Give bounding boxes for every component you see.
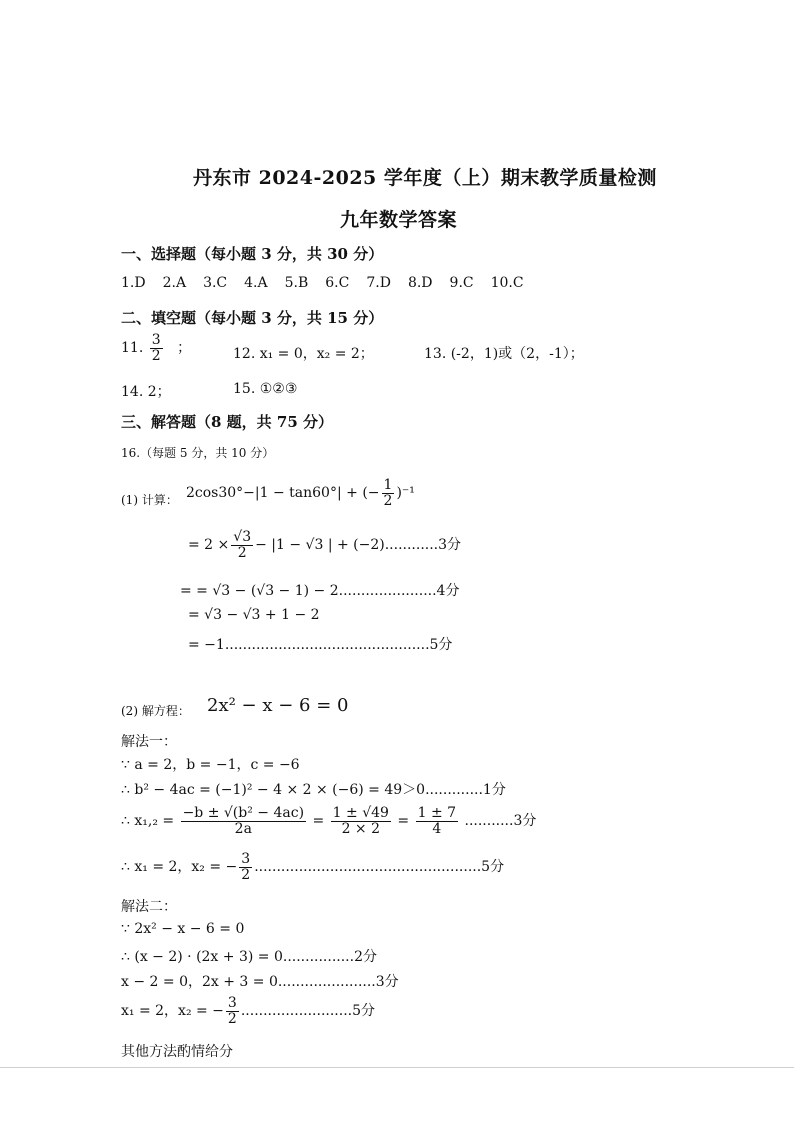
method2-line-2: ∴ (x − 2) · (2x + 3) = 0................2分 [121, 949, 377, 965]
footer-note: 其他方法酌情给分 [121, 1044, 233, 1060]
answer-1: 1.D [121, 275, 146, 291]
choice-answers [121, 275, 524, 291]
answer-6: 6.C [325, 275, 350, 291]
q15-answer: 15. ①②③ [233, 381, 298, 397]
q11-answer: 11. $\frac{3}{2}$ ； [121, 332, 192, 364]
answer-8: 8.D [407, 275, 433, 291]
answer-3: 3.C [203, 275, 228, 291]
answer-9: 9.C [449, 275, 474, 291]
method1-line-3: ∴ x₁,₂ = $\frac{\text{−b ± √(b² − 4ac)}}{2a}$ = $\frac{1 \pm √49}{2 \times 2}$ = $\frac{1 \pm 7}{4}$ ...........3分 [121, 805, 537, 837]
q11-fraction: $\frac{3}{2}$ [151, 332, 161, 364]
q12-answer: 12. x₁ = 0，x₂ = 2； [233, 346, 374, 362]
part1-expression: 2cos30°−|1 − tan60°| + (− $\frac{1}{2}$ )⁻¹ [186, 477, 415, 509]
page-title: 丹东市 2024-2025 学年度（上）期末教学质量检测 [193, 167, 657, 189]
answer-2: 2.A [162, 275, 187, 291]
part2-label: (2) 解方程： [121, 704, 190, 718]
answer-5: 5.B [284, 275, 309, 291]
part1-step-4: = −1..............................................5分 [188, 637, 453, 653]
method1-line-1: ∵ a = 2，b = −1，c = −6 [121, 757, 300, 773]
page-subtitle: 九年数学答案 [340, 209, 458, 231]
method1-line-2: ∴ b² − 4ac = (−1)² − 4 × 2 × (−6) = 49＞0.............1分 [121, 782, 506, 798]
answer-10: 10.C [490, 275, 524, 291]
method2-line-1: ∵ 2x² − x − 6 = 0 [121, 921, 245, 937]
page-bottom-divider [0, 1067, 794, 1068]
section-heading-fill: 二、填空题（每小题 3 分，共 15 分） [121, 309, 384, 327]
method2-line-4: x₁ = 2，x₂ = − $\frac{3}{2}$ .........................5分 [121, 995, 376, 1027]
answer-7: 7.D [366, 275, 391, 291]
part1-step-2: = = √3 − (√3 − 1) − 2......................4分 [180, 583, 460, 599]
part1-step-3: = √3 − √3 + 1 − 2 [188, 607, 320, 623]
part1-label: (1) 计算： [121, 493, 178, 507]
section-heading-choice: 一、选择题（每小题 3 分，共 30 分） [121, 245, 384, 263]
answer-4: 4.A [244, 275, 268, 291]
q14-answer: 14. 2； [121, 384, 171, 400]
method2-title: 解法二： [121, 899, 177, 915]
q16-heading: 16.（每题 5 分，共 10 分） [121, 446, 275, 460]
q13-answer: 13. (-2，1)或（2，-1）； [424, 346, 584, 362]
part1-step-1: = 2 × $\frac{√3}{2}$ − |1 − √3 | + (−2)............3分 [188, 529, 462, 561]
section-heading-solve: 三、解答题（8 题，共 75 分） [121, 413, 333, 431]
method2-line-3: x − 2 = 0，2x + 3 = 0......................3分 [121, 974, 399, 990]
part2-equation: 2x² − x − 6 = 0 [207, 695, 349, 716]
method1-line-4: ∴ x₁ = 2，x₂ = − $\frac{3}{2}$ ...................................................5分 [121, 851, 505, 883]
method1-title: 解法一： [121, 734, 177, 750]
